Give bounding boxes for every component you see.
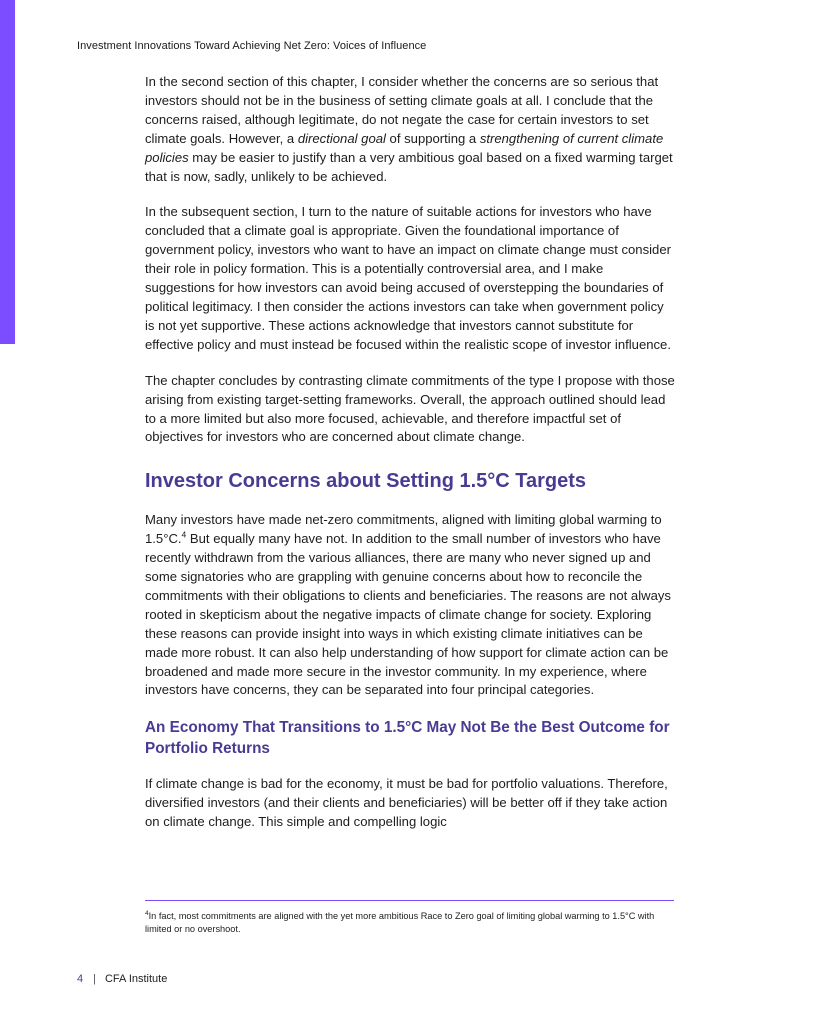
footnote-reference[interactable]: 4	[181, 529, 187, 540]
paragraph-1-text-b: of supporting a	[385, 130, 480, 146]
footer-separator: |	[93, 973, 96, 985]
paragraph-1-text-a: In the second section of this chapter, I consider whether the concerns are so serious that investors should not be in the business of setting climate goals at all. I conclude that the concerns raised, although legitimate, do not negate the case for certain investors to set climate goals. However, a	[145, 74, 659, 146]
page-content	[145, 73, 675, 849]
paragraph-1-emphasis-2: strengthening of current climate policies	[145, 130, 664, 165]
footnote	[145, 910, 675, 936]
subsection-heading: An Economy That Transitions to 1.5°C May Not Be the Best Outcome for Portfolio Returns	[145, 719, 670, 758]
paragraph-4-text-a: Many investors have made net-zero commitments, aligned with limiting global warming to 1.5°C.	[145, 512, 662, 547]
section-heading: Investor Concerns about Setting 1.5°C Targets	[145, 470, 587, 493]
accent-side-bar	[0, 0, 15, 344]
paragraph-1-text-c: may be easier to justify than a very ambitious goal based on a fixed warming target that is now, sadly, unlikely to be achieved.	[145, 149, 673, 184]
page-footer	[77, 973, 167, 985]
page-number: 4	[77, 973, 84, 985]
paragraph-1	[145, 73, 675, 186]
paragraph-4	[145, 511, 675, 700]
paragraph-2: In the subsequent section, I turn to the nature of suitable actions for investors who have concluded that a climate goal is appropriate. Given the foundational importance of government policy, investors who want to have an impact on climate change must consider their role in policy formation. This is a potentially controversial area, and I make suggestions for how investors can avoid being accused of overstepping the boundaries of political legitimacy. I then consider the actions investors can take when government policy is not yet supportive. These actions acknowledge that investors cannot substitute for effective policy and must instead be focused within the realistic scope of investor influence.	[145, 204, 671, 352]
publisher-name: CFA Institute	[104, 973, 168, 985]
paragraph-3: The chapter concludes by contrasting climate commitments of the type I propose with those arising from existing target-setting frameworks. Overall, the approach outlined should lead to a more limited but also more focused, achievable, and therefore impactful set of objectives for investors who are concerned about climate change.	[145, 372, 675, 445]
paragraph-4-text-b: But equally many have not. In addition to the small number of investors who have recently withdrawn from the various alliances, there are many who never signed up and some signatories who are grappling with genuine concerns about how to reconcile the commitments with their obligations to clients and beneficiaries. The reasons are not always rooted in skepticism about the negative impacts of climate change for society. Exploring these reasons can provide insight into ways in which existing climate initiatives can be made more robust. It can also help understanding of how support for climate action can be broadened and made more secure in the investor community. In my experience, where investors have concerns, they can be separated into four principal categories.	[145, 531, 671, 698]
paragraph-5: If climate change is bad for the economy, it must be bad for portfolio valuations. Therefore, diversified investors (and their clients and beneficiaries) will be better off if they take action on climate change. This simple and compelling logic	[145, 776, 668, 830]
footnote-divider	[145, 900, 674, 901]
running-head: Investment Innovations Toward Achieving Net Zero: Voices of Influence	[77, 40, 427, 52]
paragraph-1-emphasis-1: directional goal	[297, 130, 386, 146]
footnote-text: In fact, most commitments are aligned with the yet more ambitious Race to Zero goal of limiting global warming to 1.5°C with limited or no overshoot.	[145, 911, 655, 934]
footnote-marker: 4	[145, 909, 149, 917]
